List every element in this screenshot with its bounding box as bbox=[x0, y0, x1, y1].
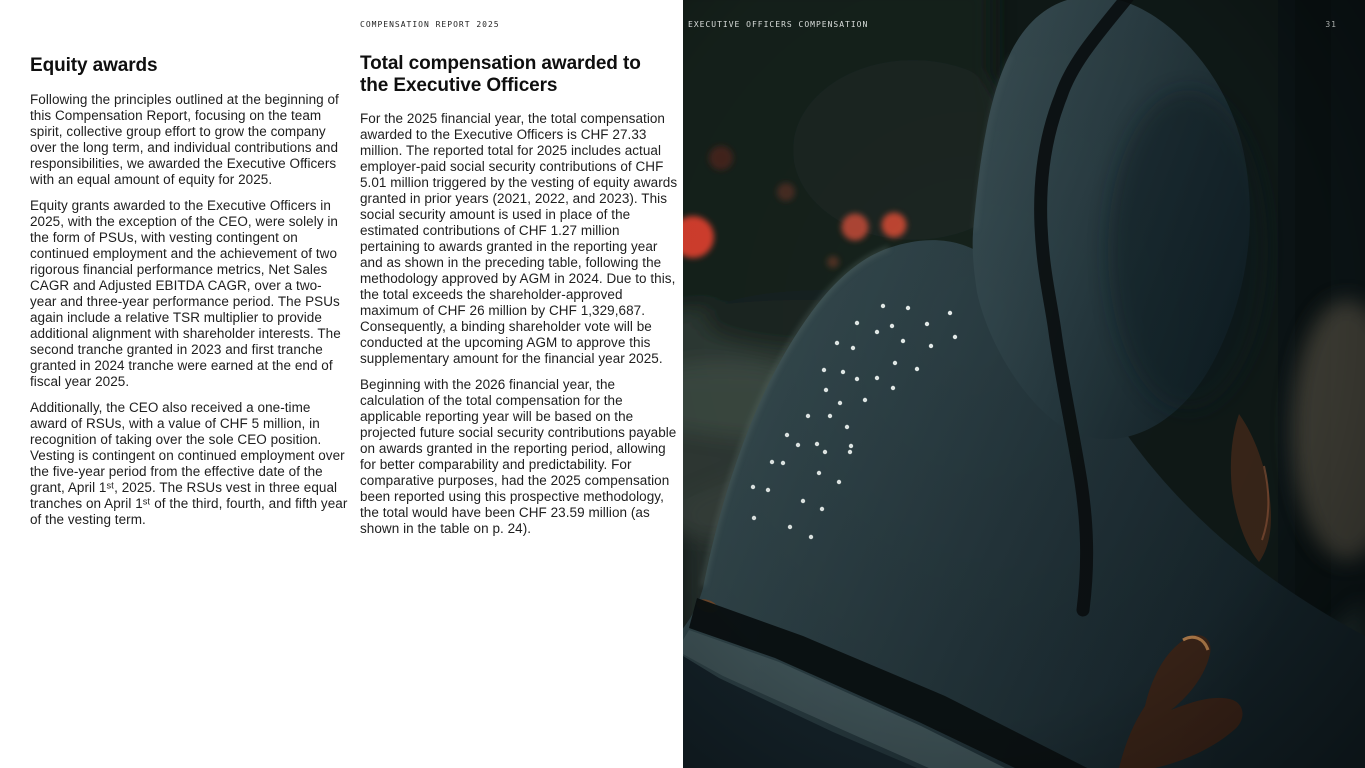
photo-page bbox=[683, 0, 1365, 768]
paragraph: Following the principles outlined at the beginning of this Compensation Report, focusing on the team spirit, collective group effort to grow the company over the long term, and individual contributions and responsibilities, we awarded the Executive Officers with an equal amount of equity for 2025. bbox=[30, 91, 339, 187]
street-photo bbox=[683, 0, 1365, 768]
paragraph: Beginning with the 2026 financial year, the calculation of the total compensation for the applicable reporting year will be based on the projected future social security contributions payable on awards granted in the reporting period, allowing for better comparability and predictability. For comparative purposes, had the 2025 compensation been reported using this prospective methodology, the total would have been CHF 23.59 million (as shown in the table on p. 24). bbox=[360, 377, 677, 536]
paragraph: For the 2025 financial year, the total compensation awarded to the Executive Officers is CHF 27.33 million. The reported total for 2025 includes actual employer-paid social security contributions of CHF 5.01 million triggered by the vesting of equity awards granted in prior years (2021, 2022, and 2023). This social security amount is used in place of the estimated contributions of CHF 1.27 million pertaining to awards granted in the reporting year and as shown in the preceding table, following the methodology approved by AGM in 2024. Due to this, the total exceeds the shareholder-approved maximum of CHF 26 million by CHF 1,329,687. Consequently, a binding shareholder vote will be conducted at the upcoming AGM to approve this supplementary amount for the financial year 2025. bbox=[360, 111, 678, 366]
total-compensation-paragraphs bbox=[360, 111, 678, 537]
heading-equity-awards: Equity awards bbox=[30, 55, 158, 76]
paragraph: Additionally, the CEO also received a one-time award of RSUs, with a value of CHF 5 million, in recognition of taking over the sole CEO position. Vesting is contingent on continued employment over the five-year period from the effective date of the grant, April 1ˢᵗ, 2025. The RSUs vest in three equal tranches on April 1ˢᵗ of the third, fourth, and fifth year of the vesting term. bbox=[30, 399, 348, 527]
running-head-right: EXECUTIVE OFFICERS COMPENSATION bbox=[688, 20, 869, 29]
column-equity-awards bbox=[30, 55, 348, 538]
heading-total-compensation: Total compensation awarded to the Executive Officers bbox=[360, 53, 641, 96]
vignette bbox=[683, 0, 1365, 768]
page-number: 31 bbox=[1325, 20, 1337, 29]
column-total-compensation bbox=[360, 53, 678, 547]
paragraph: Equity grants awarded to the Executive Officers in 2025, with the exception of the CEO, were solely in the form of PSUs, with vesting contingent on continued employment and the achievement of two rigorous financial performance metrics, Net Sales CAGR and Adjusted EBITDA CAGR, over a two-year and three-year performance period. The PSUs again include a relative TSR multiplier to provide additional alignment with shareholder interests. The second tranche granted in 2023 and first tranche granted in 2024 tranche were earned at the end of fiscal year 2025. bbox=[30, 197, 341, 389]
equity-awards-paragraphs bbox=[30, 92, 348, 528]
running-head-left: COMPENSATION REPORT 2025 bbox=[360, 20, 500, 29]
